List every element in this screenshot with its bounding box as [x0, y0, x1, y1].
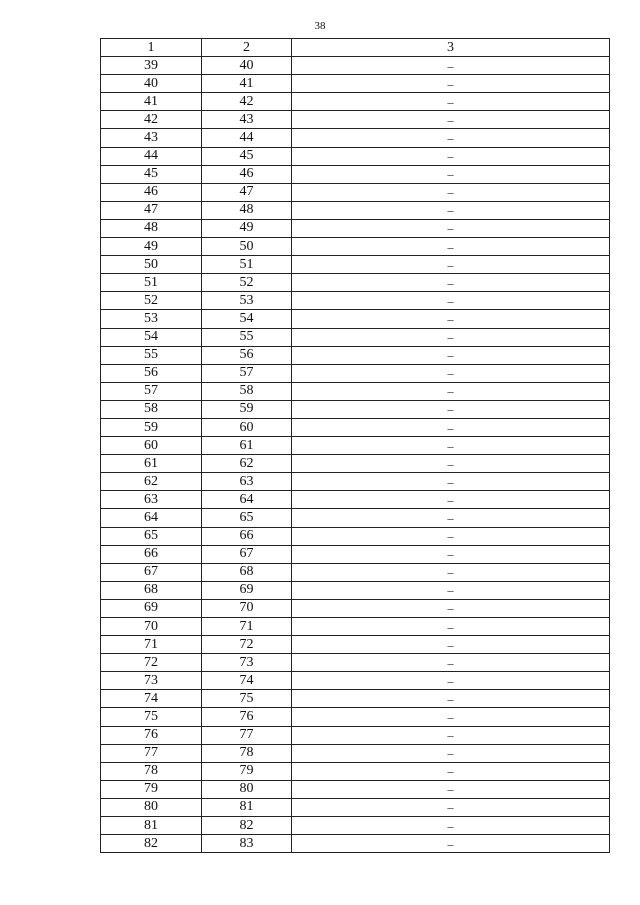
header-cell-2: 2 — [202, 39, 292, 57]
table-cell-col-3: – — [292, 581, 610, 599]
table-cell-col-2: 57 — [202, 364, 292, 382]
table-cell-col-3: – — [292, 817, 610, 835]
table-cell-col-3: – — [292, 418, 610, 436]
table-cell-col-2: 71 — [202, 618, 292, 636]
table-row — [101, 654, 610, 672]
table-row — [101, 527, 610, 545]
table-cell-col-3: – — [292, 346, 610, 364]
table-cell-col-3: – — [292, 762, 610, 780]
table-cell-col-3: – — [292, 563, 610, 581]
table-cell-col-1: 44 — [101, 147, 202, 165]
table-row — [101, 509, 610, 527]
table-cell-col-1: 70 — [101, 618, 202, 636]
table-cell-col-2: 66 — [202, 527, 292, 545]
table-row — [101, 219, 610, 237]
table-row — [101, 183, 610, 201]
header-cell-1: 1 — [101, 39, 202, 57]
table-cell-col-2: 64 — [202, 491, 292, 509]
table-cell-col-3: – — [292, 545, 610, 563]
table-row — [101, 418, 610, 436]
header-cell-3: 3 — [292, 39, 610, 57]
table-row — [101, 708, 610, 726]
table-cell-col-2: 43 — [202, 111, 292, 129]
table-cell-col-2: 59 — [202, 400, 292, 418]
table-cell-col-3: – — [292, 618, 610, 636]
table-cell-col-2: 51 — [202, 256, 292, 274]
table-cell-col-3: – — [292, 310, 610, 328]
table-cell-col-3: – — [292, 292, 610, 310]
table-cell-col-2: 45 — [202, 147, 292, 165]
table-row — [101, 563, 610, 581]
table-row — [101, 75, 610, 93]
table-cell-col-2: 54 — [202, 310, 292, 328]
table-cell-col-3: – — [292, 437, 610, 455]
table-cell-col-1: 66 — [101, 545, 202, 563]
table-row — [101, 744, 610, 762]
header-row — [101, 39, 610, 57]
table-cell-col-1: 58 — [101, 400, 202, 418]
table-cell-col-2: 62 — [202, 455, 292, 473]
table-cell-col-1: 68 — [101, 581, 202, 599]
table-cell-col-1: 59 — [101, 418, 202, 436]
table-cell-col-3: – — [292, 491, 610, 509]
table-cell-col-3: – — [292, 183, 610, 201]
table-row — [101, 798, 610, 816]
table-cell-col-2: 47 — [202, 183, 292, 201]
table-row — [101, 726, 610, 744]
table-cell-col-1: 55 — [101, 346, 202, 364]
table-body — [101, 57, 610, 853]
table-row — [101, 599, 610, 617]
table-cell-col-1: 60 — [101, 437, 202, 455]
table-cell-col-3: – — [292, 726, 610, 744]
table-cell-col-2: 42 — [202, 93, 292, 111]
table-cell-col-3: – — [292, 654, 610, 672]
table-cell-col-3: – — [292, 57, 610, 75]
table-cell-col-2: 76 — [202, 708, 292, 726]
table-cell-col-1: 40 — [101, 75, 202, 93]
table-cell-col-2: 63 — [202, 473, 292, 491]
table-cell-col-2: 52 — [202, 274, 292, 292]
table-row — [101, 455, 610, 473]
table-row — [101, 437, 610, 455]
table-cell-col-2: 77 — [202, 726, 292, 744]
table-cell-col-3: – — [292, 798, 610, 816]
table-cell-col-3: – — [292, 509, 610, 527]
table-cell-col-2: 70 — [202, 599, 292, 617]
data-table — [100, 38, 610, 853]
table-cell-col-3: – — [292, 238, 610, 256]
table-row — [101, 274, 610, 292]
table-row — [101, 672, 610, 690]
table-cell-col-1: 52 — [101, 292, 202, 310]
table-cell-col-3: – — [292, 835, 610, 853]
table-cell-col-1: 57 — [101, 382, 202, 400]
table-row — [101, 581, 610, 599]
table-row — [101, 636, 610, 654]
table-cell-col-2: 46 — [202, 165, 292, 183]
table-cell-col-3: – — [292, 690, 610, 708]
table-cell-col-1: 79 — [101, 780, 202, 798]
table-cell-col-1: 41 — [101, 93, 202, 111]
table-cell-col-2: 80 — [202, 780, 292, 798]
table-row — [101, 129, 610, 147]
table-row — [101, 310, 610, 328]
table-cell-col-1: 45 — [101, 165, 202, 183]
table-cell-col-2: 82 — [202, 817, 292, 835]
table-cell-col-1: 49 — [101, 238, 202, 256]
table-cell-col-2: 61 — [202, 437, 292, 455]
table-row — [101, 817, 610, 835]
table-cell-col-3: – — [292, 364, 610, 382]
table-row — [101, 382, 610, 400]
table-row — [101, 201, 610, 219]
table-row — [101, 292, 610, 310]
table-cell-col-1: 39 — [101, 57, 202, 75]
table-cell-col-2: 74 — [202, 672, 292, 690]
table-cell-col-2: 72 — [202, 636, 292, 654]
table-cell-col-3: – — [292, 256, 610, 274]
table-cell-col-2: 75 — [202, 690, 292, 708]
table-row — [101, 835, 610, 853]
table-cell-col-1: 81 — [101, 817, 202, 835]
table-cell-col-1: 82 — [101, 835, 202, 853]
table-cell-col-2: 78 — [202, 744, 292, 762]
table-cell-col-1: 67 — [101, 563, 202, 581]
table-cell-col-3: – — [292, 165, 610, 183]
table-row — [101, 256, 610, 274]
table-cell-col-2: 67 — [202, 545, 292, 563]
table-cell-col-1: 64 — [101, 509, 202, 527]
table-cell-col-1: 43 — [101, 129, 202, 147]
table-cell-col-1: 65 — [101, 527, 202, 545]
table-cell-col-1: 56 — [101, 364, 202, 382]
table-cell-col-2: 40 — [202, 57, 292, 75]
table-row — [101, 400, 610, 418]
table-cell-col-1: 77 — [101, 744, 202, 762]
table-cell-col-3: – — [292, 328, 610, 346]
table-cell-col-3: – — [292, 219, 610, 237]
table-cell-col-1: 48 — [101, 219, 202, 237]
table-cell-col-2: 65 — [202, 509, 292, 527]
table-row — [101, 93, 610, 111]
table-cell-col-2: 55 — [202, 328, 292, 346]
table-cell-col-1: 73 — [101, 672, 202, 690]
table-cell-col-2: 69 — [202, 581, 292, 599]
table-cell-col-2: 79 — [202, 762, 292, 780]
table-cell-col-1: 75 — [101, 708, 202, 726]
table-row — [101, 147, 610, 165]
table-cell-col-1: 74 — [101, 690, 202, 708]
table-header — [101, 39, 610, 57]
table-cell-col-2: 44 — [202, 129, 292, 147]
table-cell-col-2: 60 — [202, 418, 292, 436]
table-cell-col-3: – — [292, 111, 610, 129]
table-cell-col-3: – — [292, 129, 610, 147]
table-cell-col-2: 73 — [202, 654, 292, 672]
table-cell-col-3: – — [292, 636, 610, 654]
table-row — [101, 346, 610, 364]
table-cell-col-3: – — [292, 780, 610, 798]
table-row — [101, 491, 610, 509]
table-row — [101, 780, 610, 798]
table-cell-col-3: – — [292, 75, 610, 93]
table-row — [101, 364, 610, 382]
table-row — [101, 111, 610, 129]
table-cell-col-1: 51 — [101, 274, 202, 292]
table-cell-col-2: 58 — [202, 382, 292, 400]
table-row — [101, 690, 610, 708]
table-cell-col-2: 48 — [202, 201, 292, 219]
table-row — [101, 618, 610, 636]
table-cell-col-2: 68 — [202, 563, 292, 581]
table-cell-col-3: – — [292, 527, 610, 545]
table-cell-col-2: 50 — [202, 238, 292, 256]
table-cell-col-1: 42 — [101, 111, 202, 129]
table-cell-col-3: – — [292, 473, 610, 491]
table-cell-col-1: 72 — [101, 654, 202, 672]
table-row — [101, 545, 610, 563]
table-cell-col-2: 81 — [202, 798, 292, 816]
table-cell-col-1: 62 — [101, 473, 202, 491]
table-cell-col-1: 53 — [101, 310, 202, 328]
table-cell-col-1: 47 — [101, 201, 202, 219]
table-cell-col-3: – — [292, 147, 610, 165]
table-cell-col-2: 53 — [202, 292, 292, 310]
table-cell-col-3: – — [292, 599, 610, 617]
table-cell-col-3: – — [292, 708, 610, 726]
table-cell-col-2: 49 — [202, 219, 292, 237]
table-cell-col-1: 50 — [101, 256, 202, 274]
table-cell-col-3: – — [292, 382, 610, 400]
table-row — [101, 473, 610, 491]
table-row — [101, 165, 610, 183]
table-row — [101, 762, 610, 780]
table-cell-col-3: – — [292, 744, 610, 762]
table-cell-col-1: 46 — [101, 183, 202, 201]
table-cell-col-3: – — [292, 274, 610, 292]
table-cell-col-1: 69 — [101, 599, 202, 617]
table-cell-col-2: 41 — [202, 75, 292, 93]
table-cell-col-2: 56 — [202, 346, 292, 364]
table-cell-col-3: – — [292, 455, 610, 473]
table-cell-col-3: – — [292, 672, 610, 690]
table-row — [101, 57, 610, 75]
table-cell-col-1: 76 — [101, 726, 202, 744]
table-cell-col-1: 71 — [101, 636, 202, 654]
table-cell-col-3: – — [292, 201, 610, 219]
page-number: 38 — [314, 20, 326, 32]
table-cell-col-1: 78 — [101, 762, 202, 780]
table-cell-col-1: 61 — [101, 455, 202, 473]
table-cell-col-3: – — [292, 93, 610, 111]
table-cell-col-1: 63 — [101, 491, 202, 509]
table-cell-col-1: 54 — [101, 328, 202, 346]
table-cell-col-2: 83 — [202, 835, 292, 853]
table-row — [101, 238, 610, 256]
table-row — [101, 328, 610, 346]
table-cell-col-1: 80 — [101, 798, 202, 816]
table-cell-col-3: – — [292, 400, 610, 418]
